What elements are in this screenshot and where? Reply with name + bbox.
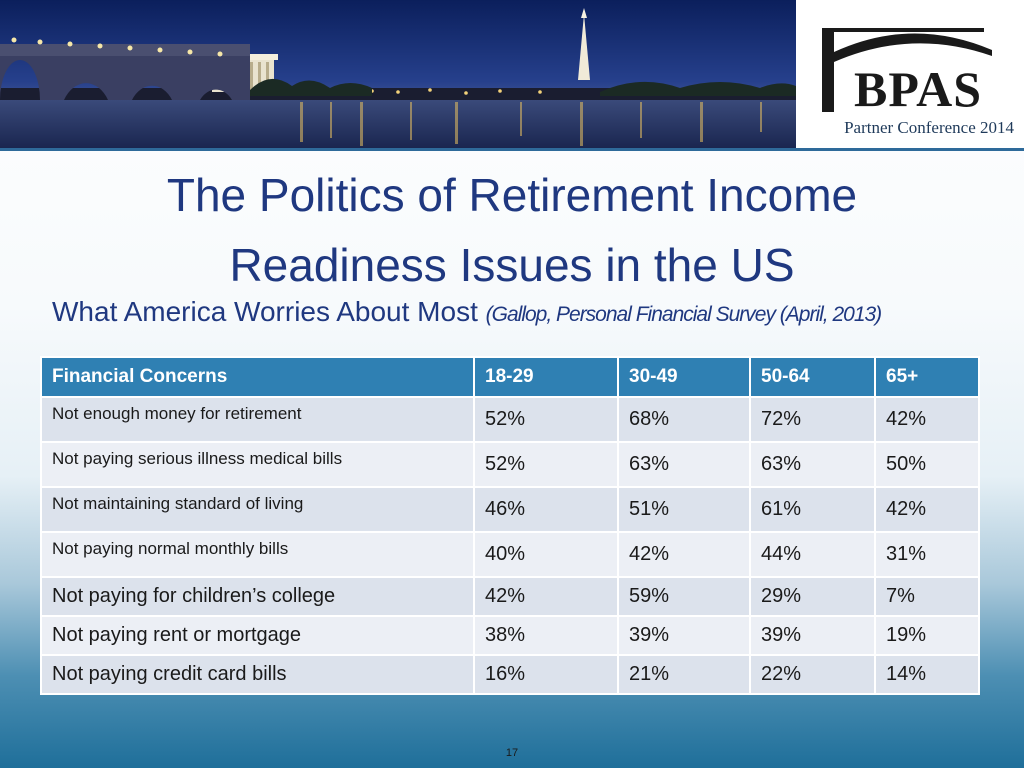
value-cell: 31%: [875, 532, 979, 577]
concern-cell: Not paying rent or mortgage: [41, 616, 474, 655]
table-row: [41, 487, 979, 532]
value-cell: 46%: [474, 487, 618, 532]
title-line-1: The Politics of Retirement Income: [166, 169, 858, 221]
value-cell: 39%: [750, 616, 875, 655]
concern-cell: Not paying for children’s college: [41, 577, 474, 616]
value-cell: 42%: [474, 577, 618, 616]
table-row: [41, 397, 979, 442]
value-cell: 19%: [875, 616, 979, 655]
value-cell: 61%: [750, 487, 875, 532]
concern-cell: Not paying credit card bills: [41, 655, 474, 694]
value-cell: 38%: [474, 616, 618, 655]
table-row: [41, 442, 979, 487]
value-cell: 39%: [618, 616, 750, 655]
slide-title: [0, 160, 1024, 300]
concern-cell: Not maintaining standard of living: [41, 487, 474, 532]
concern-cell: Not paying serious illness medical bills: [41, 442, 474, 487]
value-cell: 40%: [474, 532, 618, 577]
header-age-65-plus: 65+: [875, 357, 979, 397]
value-cell: 51%: [618, 487, 750, 532]
value-cell: 52%: [474, 397, 618, 442]
table-row: [41, 616, 979, 655]
conference-label: Partner Conference 2014: [844, 118, 1014, 137]
value-cell: 7%: [875, 577, 979, 616]
header-age-30-49: 30-49: [618, 357, 750, 397]
subtitle-text: What America Worries About Most: [52, 296, 478, 327]
value-cell: 44%: [750, 532, 875, 577]
concern-cell: Not paying normal monthly bills: [41, 532, 474, 577]
value-cell: 63%: [750, 442, 875, 487]
bpas-logo: [796, 0, 1024, 148]
value-cell: 52%: [474, 442, 618, 487]
title-line-2: Readiness Issues in the US: [229, 239, 795, 291]
financial-concerns-table: [40, 356, 978, 695]
value-cell: 59%: [618, 577, 750, 616]
washington-night-photo: [0, 0, 796, 148]
value-cell: 50%: [875, 442, 979, 487]
value-cell: 63%: [618, 442, 750, 487]
value-cell: 42%: [618, 532, 750, 577]
header-age-18-29: 18-29: [474, 357, 618, 397]
header-financial-concerns: Financial Concerns: [41, 357, 474, 397]
value-cell: 22%: [750, 655, 875, 694]
table-row: [41, 655, 979, 694]
page-number: 17: [505, 747, 519, 759]
banner-divider: [0, 148, 1024, 151]
table-header-row: [41, 357, 979, 397]
header-banner: [0, 0, 1024, 148]
subtitle-source: (Gallop, Personal Financial Survey (April, 2013): [485, 303, 882, 326]
value-cell: 42%: [875, 487, 979, 532]
header-age-50-64: 50-64: [750, 357, 875, 397]
slide-subtitle: [52, 296, 881, 328]
value-cell: 29%: [750, 577, 875, 616]
concern-cell: Not enough money for retirement: [41, 397, 474, 442]
value-cell: 42%: [875, 397, 979, 442]
table-row: [41, 577, 979, 616]
value-cell: 68%: [618, 397, 750, 442]
value-cell: 72%: [750, 397, 875, 442]
value-cell: 16%: [474, 655, 618, 694]
value-cell: 21%: [618, 655, 750, 694]
logo-text: BPAS: [854, 61, 983, 117]
table-row: [41, 532, 979, 577]
value-cell: 14%: [875, 655, 979, 694]
